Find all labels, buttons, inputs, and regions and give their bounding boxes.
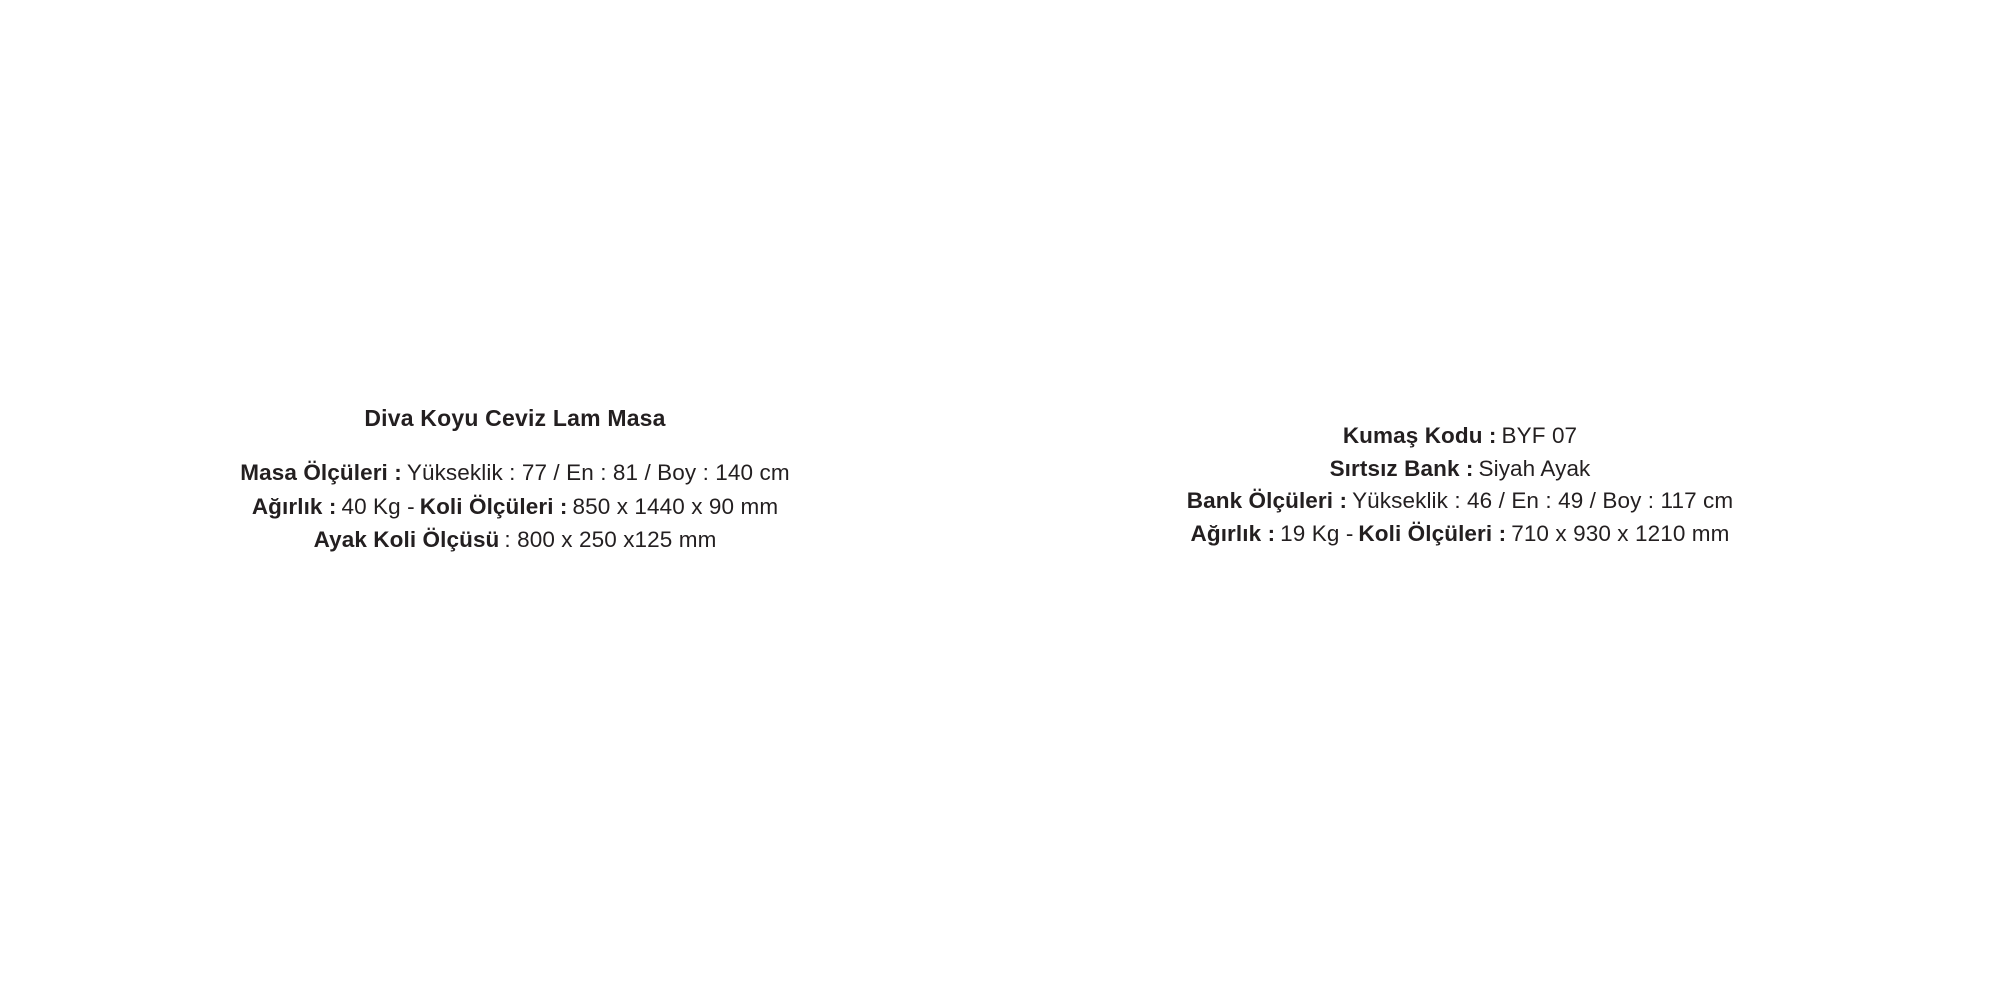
right-spec-line-1 (1060, 420, 1860, 453)
bank-koli-olculeri-label: Koli Ölçüleri : (1358, 520, 1507, 546)
masa-olculeri-value: Yükseklik : 77 / En : 81 / Boy : 140 cm (406, 459, 790, 485)
agirlik-value: 40 Kg - (341, 493, 415, 519)
ayak-koli-olcusu-value: : 800 x 250 x125 mm (504, 527, 717, 553)
sirtsiz-bank-label: Sırtsız Bank : (1329, 455, 1474, 481)
masa-olculeri-label: Masa Ölçüleri : (240, 459, 402, 485)
koli-olculeri-label: Koli Ölçüleri : (419, 493, 568, 519)
kumas-kodu-label: Kumaş Kodu : (1342, 423, 1497, 448)
ayak-koli-olcusu-label: Ayak Koli Ölçüsü (313, 527, 500, 553)
left-spec-line-1 (120, 457, 910, 489)
right-spec-line-3 (1060, 485, 1860, 518)
bank-agirlik-label: Ağırlık : (1190, 520, 1276, 546)
sirtsiz-bank-value: Siyah Ayak (1478, 455, 1591, 481)
bank-koli-olculeri-value: 710 x 930 x 1210 mm (1511, 520, 1730, 546)
koli-olculeri-value: 850 x 1440 x 90 mm (572, 493, 779, 519)
bank-olculeri-label: Bank Ölçüleri : (1186, 488, 1348, 514)
agirlik-label: Ağırlık : (251, 493, 337, 519)
left-block-title: Diva Koyu Ceviz Lam Masa (364, 405, 666, 431)
left-spec-line-2 (120, 491, 910, 523)
bank-agirlik-value: 19 Kg - (1280, 520, 1354, 546)
right-spec-line-2 (1060, 453, 1860, 486)
left-spec-block (120, 405, 910, 556)
left-spec-line-3 (120, 524, 910, 556)
right-spec-line-4 (1060, 518, 1860, 551)
kumas-kodu-value: BYF 07 (1501, 423, 1578, 448)
bank-olculeri-value: Yükseklik : 46 / En : 49 / Boy : 117 cm (1352, 488, 1734, 514)
right-spec-block (1060, 420, 1860, 551)
